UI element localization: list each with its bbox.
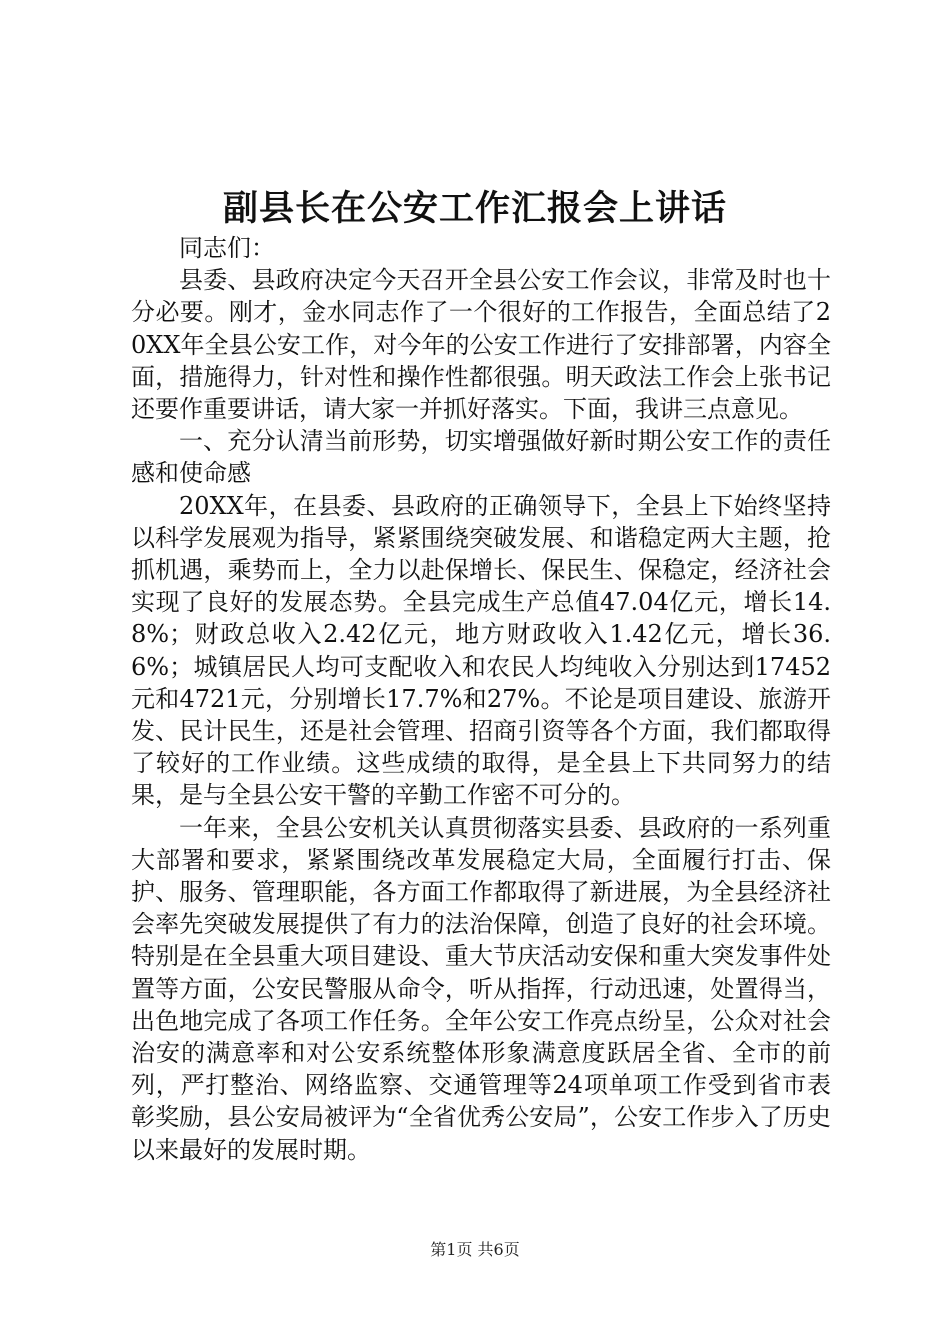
salutation-paragraph: 同志们： <box>179 234 275 262</box>
page-number-footer: 第1页 共6页 <box>430 1240 520 1259</box>
document-body <box>131 232 831 1166</box>
section-heading-paragraph: 一、充分认清当前形势，切实增强做好新时期公安工作的责任感和使命感 <box>131 427 831 488</box>
body-paragraph: 县委、县政府决定今天召开全县公安工作会议，非常及时也十分必要。刚才，金水同志作了一个很好的工作报告，全面总结了20XX年全县公安工作，对今年的公安工作进行了安排部署，内容全面，措施得力，针对性和操作性都很强。明天政法工作会上张书记还要作重要讲话，请大家一并抓好落实。下面，我讲三点意见。 <box>131 266 831 424</box>
body-paragraph: 20XX年，在县委、县政府的正确领导下，全县上下始终坚持以科学发展观为指导，紧紧围绕突破发展、和谐稳定两大主题，抢抓机遇，乘势而上，全力以赴保增长、保民生、保稳定，经济社会实现了良好的发展态势。全县完成生产总值47.04亿元，增长14.8%；财政总收入2.42亿元，地方财政收入1.42亿元，增长36.6%；城镇居民人均可支配收入和农民人均纯收入分别达到17452元和4721元，分别增长17.7%和27%。不论是项目建设、旅游开发、民计民生，还是社会管理、招商引资等各个方面，我们都取得了较好的工作业绩。这些成绩的取得，是全县上下共同努力的结果，是与全县公安干警的辛勤工作密不可分的。 <box>131 491 831 810</box>
document-title: 副县长在公安工作汇报会上讲话 <box>222 188 727 229</box>
body-paragraph: 一年来，全县公安机关认真贯彻落实县委、县政府的一系列重大部署和要求，紧紧围绕改革发展稳定大局，全面履行打击、保护、服务、管理职能，各方面工作都取得了新进展，为全县经济社会率先突破发展提供了有力的法治保障，创造了良好的社会环境。特别是在全县重大项目建设、重大节庆活动安保和重大突发事件处置等方面，公安民警服从命令，听从指挥，行动迅速，处置得当，出色地完成了各项工作任务。全年公安工作亮点纷呈，公众对社会治安的满意率和对公安系统整体形象满意度跃居全省、全市的前列，严打整治、网络监察、交通管理等24项单项工作受到省市表彰奖励，县公安局被评为“全省优秀公安局”，公安工作步入了历史以来最好的发展时期。 <box>131 813 831 1164</box>
